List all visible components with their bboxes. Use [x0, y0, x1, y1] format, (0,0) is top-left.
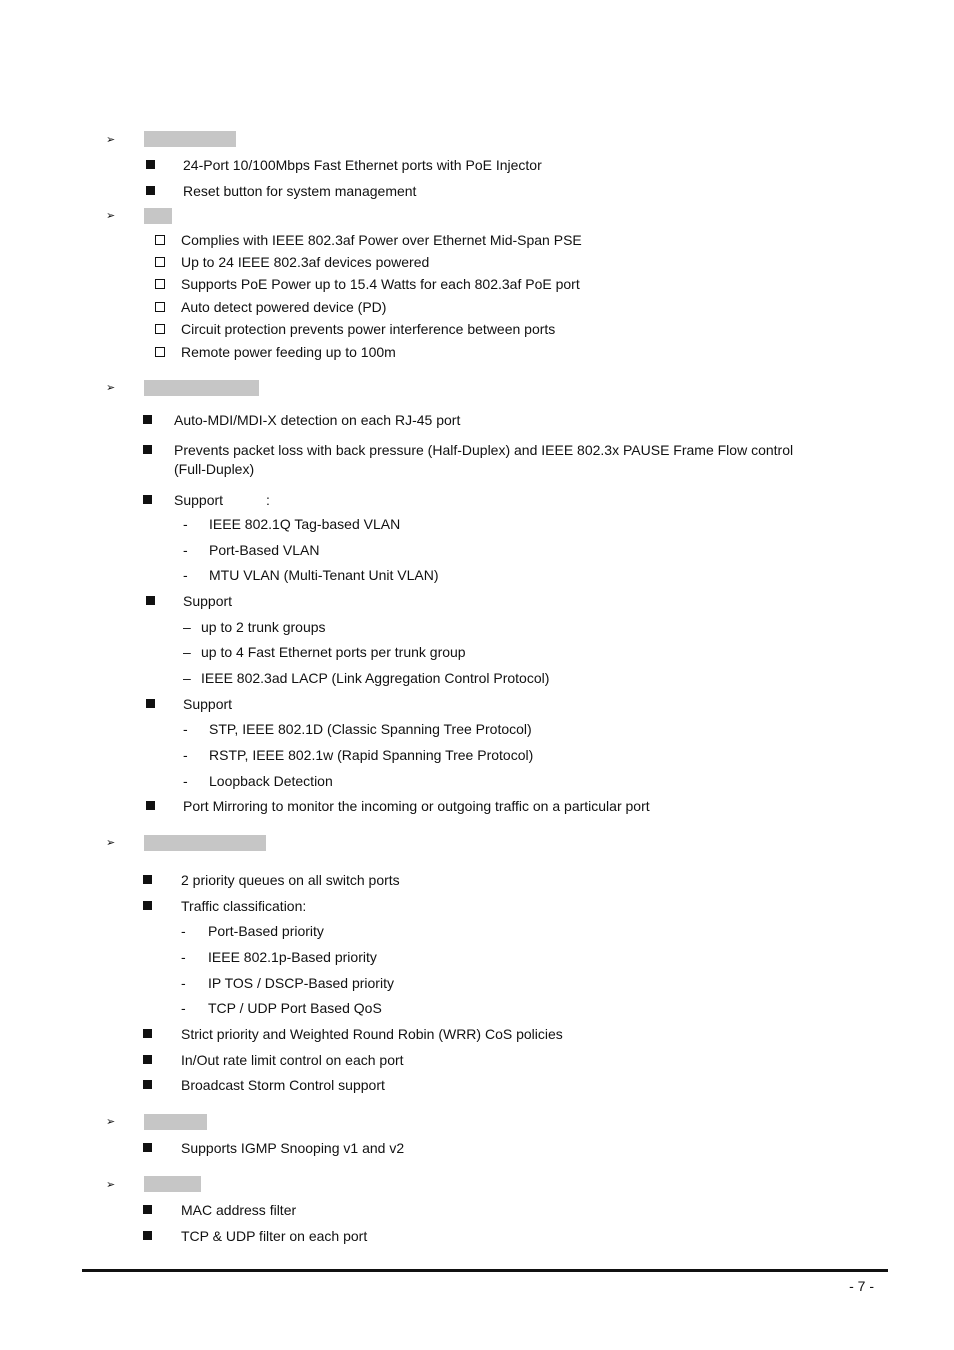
dash-bullet-icon: - — [181, 1000, 186, 1016]
list-item: 2 priority queues on all switch ports — [181, 872, 400, 888]
list-item: MAC address filter — [181, 1202, 297, 1218]
list-item-continuation: (Full-Duplex) — [174, 461, 255, 477]
list-item: 24-Port 10/100Mbps Fast Ethernet ports with PoE Injector — [183, 157, 542, 173]
list-item: Circuit protection prevents power interference between ports — [181, 321, 556, 337]
section-heading-layer2 — [144, 380, 259, 396]
section-arrow-icon: ➢ — [106, 1179, 116, 1191]
section-heading-security — [144, 1176, 201, 1192]
checkbox-bullet-icon — [155, 235, 165, 245]
section-heading-multicast — [144, 1114, 207, 1130]
dash-bullet-icon: - — [183, 773, 188, 789]
list-item: Support — [174, 492, 224, 508]
checkbox-bullet-icon — [155, 347, 165, 357]
dash-bullet-icon: - — [183, 747, 188, 763]
dash-bullet-icon: - — [181, 949, 186, 965]
bullet-square-icon — [143, 901, 152, 910]
sub-list-item: Port-Based priority — [208, 923, 324, 939]
bullet-square-icon — [143, 1205, 152, 1214]
dash-bullet-icon: - — [183, 567, 188, 583]
bullet-square-icon — [143, 1029, 152, 1038]
list-item: Complies with IEEE 802.3af Power over Ethernet Mid-Span PSE — [181, 232, 582, 248]
list-item: Remote power feeding up to 100m — [181, 344, 396, 360]
list-item: Broadcast Storm Control support — [181, 1077, 385, 1093]
list-item: Supports IGMP Snooping v1 and v2 — [181, 1140, 405, 1156]
bullet-square-icon — [143, 1080, 152, 1089]
section-heading-qos — [144, 835, 266, 851]
list-item: Supports PoE Power up to 15.4 Watts for each 802.3af PoE port — [181, 276, 580, 292]
list-item: Support — [183, 696, 233, 712]
sub-list-item: IEEE 802.1Q Tag-based VLAN — [209, 516, 401, 532]
sub-list-item: IEEE 802.1p-Based priority — [208, 949, 377, 965]
bullet-square-icon — [146, 160, 155, 169]
section-arrow-icon: ➢ — [106, 837, 116, 849]
section-heading-hardware — [144, 131, 236, 147]
bullet-square-icon — [146, 801, 155, 810]
section-heading-poe — [144, 208, 172, 224]
dash-bullet-icon: - — [181, 923, 186, 939]
list-item: Traffic classification: — [181, 898, 307, 914]
dash-bullet-icon: - — [183, 516, 188, 532]
section-arrow-icon: ➢ — [106, 134, 116, 146]
bullet-square-icon — [143, 875, 152, 884]
sub-list-item: MTU VLAN (Multi-Tenant Unit VLAN) — [209, 567, 439, 583]
list-item: Support — [183, 593, 233, 609]
dash-bullet-icon: - — [183, 721, 188, 737]
checkbox-bullet-icon — [155, 302, 165, 312]
sub-list-item: up to 2 trunk groups — [201, 619, 326, 635]
bullet-square-icon — [146, 186, 155, 195]
sub-list-item: RSTP, IEEE 802.1w (Rapid Spanning Tree Protocol) — [209, 747, 534, 763]
footer-rule — [82, 1269, 888, 1272]
bullet-square-icon — [143, 1231, 152, 1240]
bullet-square-icon — [146, 699, 155, 708]
bullet-square-icon — [143, 1055, 152, 1064]
sub-list-item: Loopback Detection — [209, 773, 333, 789]
list-item: Auto detect powered device (PD) — [181, 299, 387, 315]
list-item: TCP & UDP filter on each port — [181, 1228, 368, 1244]
section-arrow-icon: ➢ — [106, 1116, 116, 1128]
endash-bullet-icon: – — [183, 619, 191, 635]
list-item: Strict priority and Weighted Round Robin (WRR) CoS policies — [181, 1026, 563, 1042]
list-item: Prevents packet loss with back pressure (Half-Duplex) and IEEE 802.3x PAUSE Frame Flow control — [174, 442, 794, 458]
sub-list-item: Port-Based VLAN — [209, 542, 320, 558]
checkbox-bullet-icon — [155, 279, 165, 289]
checkbox-bullet-icon — [155, 324, 165, 334]
sub-list-item: IEEE 802.3ad LACP (Link Aggregation Control Protocol) — [201, 670, 550, 686]
sub-list-item: up to 4 Fast Ethernet ports per trunk group — [201, 644, 466, 660]
bullet-square-icon — [143, 1143, 152, 1152]
bullet-square-icon — [146, 596, 155, 605]
list-item: Up to 24 IEEE 802.3af devices powered — [181, 254, 430, 270]
list-item: Port Mirroring to monitor the incoming or outgoing traffic on a particular port — [183, 798, 650, 814]
checkbox-bullet-icon — [155, 257, 165, 267]
list-item-colon: : — [266, 492, 270, 508]
sub-list-item: IP TOS / DSCP-Based priority — [208, 975, 394, 991]
endash-bullet-icon: – — [183, 670, 191, 686]
bullet-square-icon — [143, 415, 152, 424]
endash-bullet-icon: – — [183, 644, 191, 660]
bullet-square-icon — [143, 495, 152, 504]
section-arrow-icon: ➢ — [106, 210, 116, 222]
dash-bullet-icon: - — [181, 975, 186, 991]
section-arrow-icon: ➢ — [106, 382, 116, 394]
list-item: Reset button for system management — [183, 183, 417, 199]
list-item: In/Out rate limit control on each port — [181, 1052, 404, 1068]
page-number: - 7 - — [849, 1278, 874, 1294]
dash-bullet-icon: - — [183, 542, 188, 558]
list-item: Auto-MDI/MDI-X detection on each RJ-45 port — [174, 412, 461, 428]
sub-list-item: STP, IEEE 802.1D (Classic Spanning Tree Protocol) — [209, 721, 532, 737]
bullet-square-icon — [143, 445, 152, 454]
sub-list-item: TCP / UDP Port Based QoS — [208, 1000, 382, 1016]
